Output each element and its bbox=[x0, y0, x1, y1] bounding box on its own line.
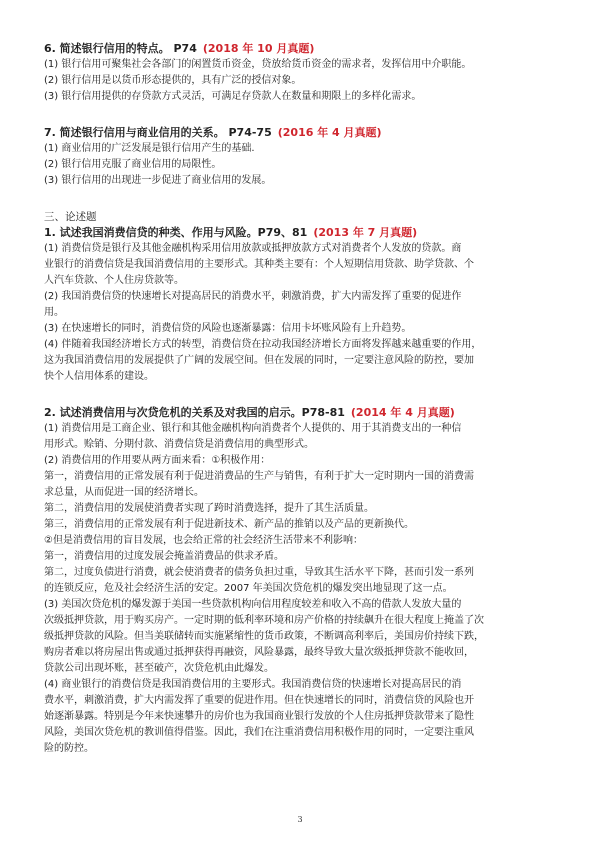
section-3-title: 三、论述题 bbox=[44, 211, 97, 223]
essay-1-heading bbox=[44, 225, 566, 241]
question-7-title: 7. 简述银行信用与商业信用的关系。 P74-75 bbox=[44, 126, 272, 139]
essay-2-line: 第三，消费信用的正常发展有利于促进新技术、新产品的推销以及产品的更新换代。 bbox=[44, 519, 414, 530]
essay-2-line: 始逐渐暴露。特别是今年来快速攀升的房价也为我国商业银行发放的个人住房抵押贷款带来了隐性 bbox=[44, 711, 474, 722]
essay-1-exam-tag: (2013 年 7 月真题) bbox=[313, 226, 418, 239]
essay-1-line: 人汽车贷款、个人住房贷款等。 bbox=[44, 275, 184, 286]
question-6-heading bbox=[44, 41, 566, 57]
essay-2-line: 第二，消费信用的发展使消费者实现了跨时消费选择，提升了其生活质量。 bbox=[44, 503, 374, 514]
essay-1-line: (1) 消费信贷是银行及其他金融机构采用信用放款或抵押放款方式对消费者个人发放的贷款。商 bbox=[44, 243, 462, 254]
essay-2-line: 的连锁反应，危及社会经济生活的安定。2007 年美国次贷危机的爆发突出地显现了这一点。 bbox=[44, 583, 453, 594]
essay-2-line: (1) 消费信用是工商企业、银行和其他金融机构向消费者个人提供的、用于其消费支出的一种信 bbox=[44, 423, 462, 434]
page-number: 3 bbox=[297, 815, 303, 824]
essay-2-line: 风险，美国次贷危机的教训值得借鉴。因此，我们在注重消费信用积极作用的同时，一定要注重风 bbox=[44, 727, 474, 738]
essay-1-line: 快个人信用体系的建设。 bbox=[44, 371, 154, 382]
question-6-point-1: (1) 银行信用可聚集社会各部门的闲置货币资金，贷放给货币资金的需求者，发挥信用中介职能。 bbox=[44, 59, 472, 70]
question-7-heading bbox=[44, 125, 566, 141]
essay-1-line: 这为我国消费信用的发展提供了广阔的发展空间。但在发展的同时，一定要注意风险的防控，要加 bbox=[44, 355, 474, 366]
essay-2-line: (4) 商业银行的消费信贷是我国消费信用的主要形式。我国消费信贷的快速增长对提高居民的消 bbox=[44, 679, 462, 690]
essay-2-line: 贷款公司出现坏账，甚至破产，次贷危机由此爆发。 bbox=[44, 663, 274, 674]
essay-2-line: 第二，过度负债进行消费，就会使消费者的债务负担过重，导致其生活水平下降，甚而引发一系列 bbox=[44, 567, 474, 578]
essay-2-line: ②但是消费信用的盲目发展，也会给正常的社会经济生活带来不利影响： bbox=[44, 535, 363, 546]
essay-2-line: 次级抵押贷款，用于购买房产。一定时期的低利率环境和房产价格的持续飙升在很大程度上掩盖了次 bbox=[44, 615, 484, 626]
essay-2-line: 第一，消费信用的过度发展会掩盖消费品的供求矛盾。 bbox=[44, 551, 284, 562]
question-7-point-3: (3) 银行信用的出现进一步促进了商业信用的发展。 bbox=[44, 175, 272, 186]
essay-1-line: (4) 伴随着我国经济增长方式的转型，消费信贷在拉动我国经济增长方面将发挥越来越重要的作用， bbox=[44, 339, 482, 350]
essay-1-line: (3) 在快速增长的同时，消费信贷的风险也逐渐暴露：信用卡坏账风险有上升趋势。 bbox=[44, 323, 412, 334]
question-7-exam-tag: (2016 年 4 月真题) bbox=[277, 126, 382, 139]
question-6-point-3: (3) 银行信用提供的存贷款方式灵活，可满足存贷款人在数量和期限上的多样化需求。 bbox=[44, 91, 422, 102]
question-6-point-2: (2) 银行信用是以货币形态提供的，具有广泛的授信对象。 bbox=[44, 75, 302, 86]
essay-2-line: 险的防控。 bbox=[44, 743, 94, 754]
page-content bbox=[44, 41, 566, 757]
essay-2-line: (2) 消费信用的作用要从两方面来看：①积极作用： bbox=[44, 455, 271, 466]
essay-2-line: 购房者难以将房屋出售或通过抵押获得再融资，风险暴露，最终导致大量次级抵押贷款不能收回， bbox=[44, 647, 474, 658]
essay-2-line: 第一，消费信用的正常发展有利于促进消费品的生产与销售，有利于扩大一定时期内一国的消费需 bbox=[44, 471, 474, 482]
essay-1-line: (2) 我国消费信贷的快速增长对提高居民的消费水平，刺激消费，扩大内需发挥了重要的促进作 bbox=[44, 291, 462, 302]
essay-2-line: 求总量，从而促进一国的经济增长。 bbox=[44, 487, 204, 498]
essay-1-title: 1. 试述我国消费信贷的种类、作用与风险。P79、81 bbox=[44, 226, 308, 239]
essay-2-line: 级抵押贷款的风险。但当美联储转而实施紧缩性的货币政策，不断调高利率后，美国房价持续下跌， bbox=[44, 631, 484, 642]
essay-2-line: 费水平，刺激消费，扩大内需发挥了重要的促进作用。但在快速增长的同时，消费信贷的风险也开 bbox=[44, 695, 474, 706]
essay-1-line: 用。 bbox=[44, 307, 64, 318]
essay-2-line: (3) 美国次贷危机的爆发源于美国一些贷款机构向信用程度较差和收入不高的借款人发放大量的 bbox=[44, 599, 462, 610]
essay-1-line: 业银行的消费信贷是我国消费信用的主要形式。其种类主要有：个人短期信用贷款、助学贷款、个 bbox=[44, 259, 474, 270]
question-6-title: 6. 简述银行信用的特点。 P74 bbox=[44, 42, 197, 55]
question-6-exam-tag: (2018 年 10 月真题) bbox=[202, 42, 315, 55]
essay-2-exam-tag: (2014 年 4 月真题) bbox=[350, 406, 455, 419]
essay-2-title: 2. 试述消费信用与次贷危机的关系及对我国的启示。P78-81 bbox=[44, 406, 345, 419]
essay-2-heading bbox=[44, 405, 566, 421]
question-7-point-1: (1) 商业信用的广泛发展是银行信用产生的基础. bbox=[44, 143, 255, 154]
question-7-point-2: (2) 银行信用克服了商业信用的局限性。 bbox=[44, 159, 222, 170]
essay-2-line: 用形式。赊销、分期付款、消费信贷是消费信用的典型形式。 bbox=[44, 439, 314, 450]
